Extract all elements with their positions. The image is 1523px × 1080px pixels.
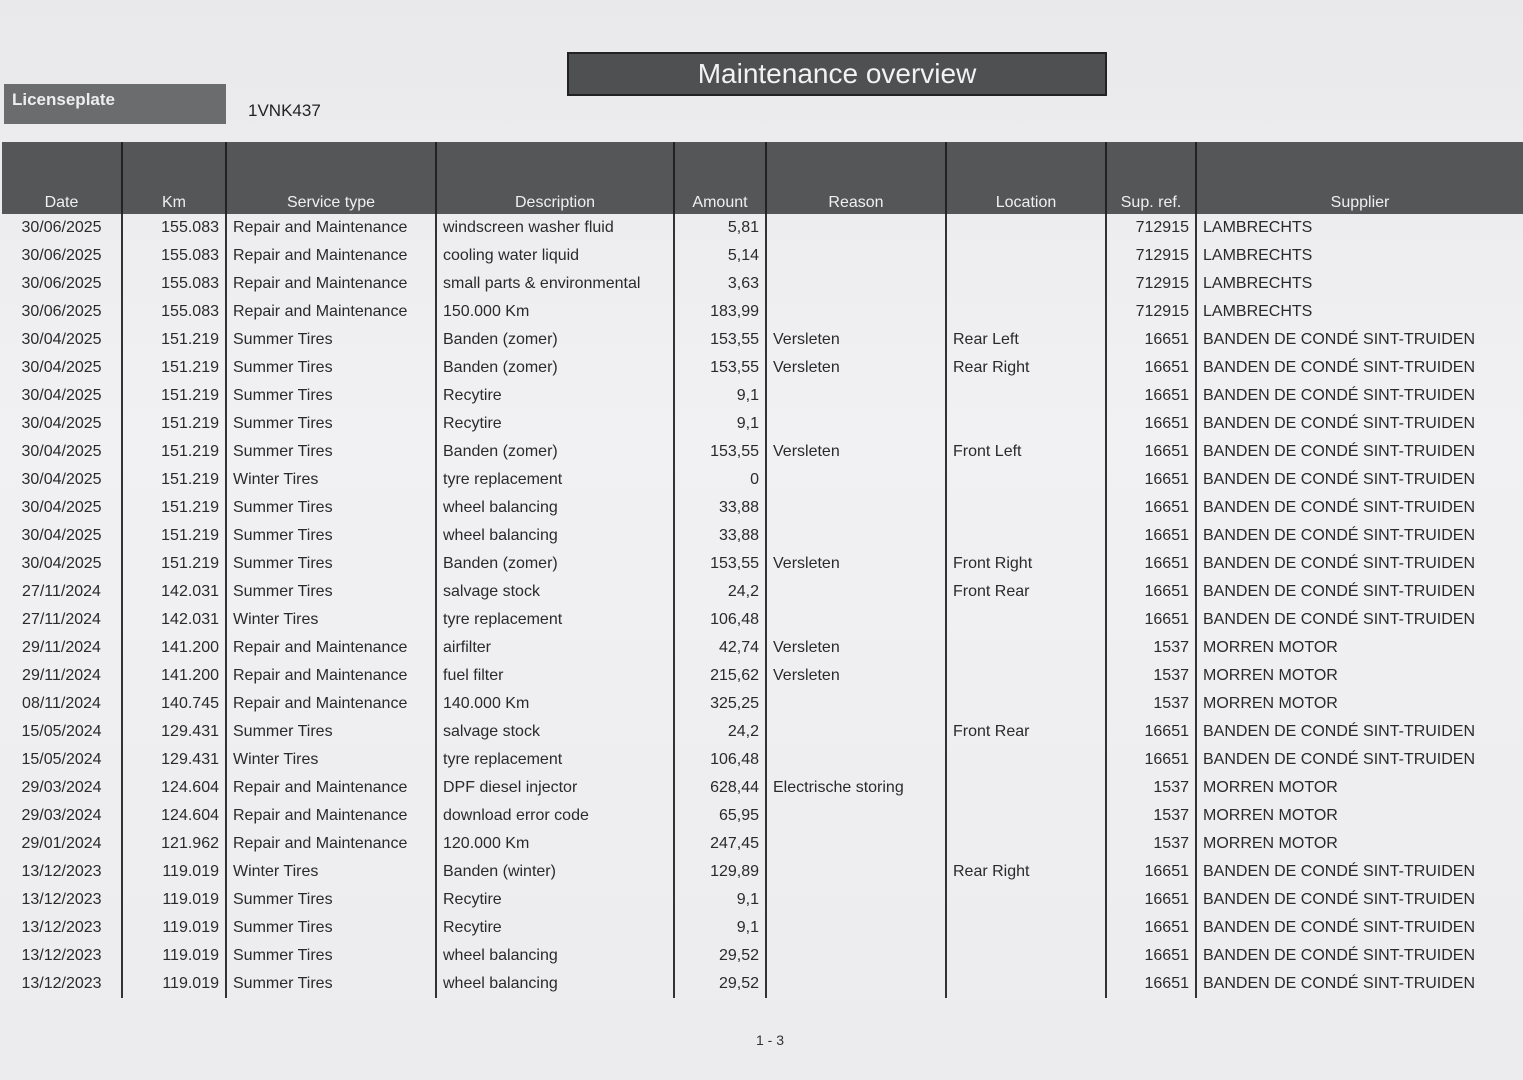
cell-sup-ref: 1537 [1106,774,1196,802]
cell-km: 151.219 [122,326,226,354]
cell-amount: 5,14 [674,242,766,270]
cell-supplier: BANDEN DE CONDÉ SINT-TRUIDEN [1196,718,1523,746]
cell-date: 30/06/2025 [21,303,102,320]
cell-amount: 106,48 [674,746,766,774]
cell-km: 151.219 [122,522,226,550]
cell-date: 29/11/2024 [22,667,101,684]
cell-date: 30/04/2025 [21,499,102,516]
table-row [2,606,1523,634]
cell-service-type: Summer Tires [226,494,436,522]
cell-location [946,494,1106,522]
cell-sup-ref: 1537 [1106,662,1196,690]
cell-km: 119.019 [122,970,226,998]
cell-supplier: MORREN MOTOR [1196,690,1523,718]
cell-sup-ref: 16651 [1106,746,1196,774]
table-row [2,466,1523,494]
cell-amount: 65,95 [674,802,766,830]
cell-sup-ref: 16651 [1106,718,1196,746]
cell-supplier: BANDEN DE CONDÉ SINT-TRUIDEN [1196,858,1523,886]
table-row [2,494,1523,522]
table-row [2,746,1523,774]
cell-service-type: Repair and Maintenance [226,298,436,326]
cell-date: 13/12/2023 [21,891,102,908]
cell-service-type: Summer Tires [226,718,436,746]
table-row [2,298,1523,326]
cell-date: 15/05/2024 [21,751,102,768]
cell-description: salvage stock [436,718,674,746]
cell-km: 129.431 [122,718,226,746]
cell-service-type: Repair and Maintenance [226,774,436,802]
cell-sup-ref: 712915 [1106,242,1196,270]
cell-supplier: MORREN MOTOR [1196,802,1523,830]
page-title: Maintenance overview [567,52,1107,96]
cell-amount: 215,62 [674,662,766,690]
cell-amount: 9,1 [674,886,766,914]
cell-supplier: BANDEN DE CONDÉ SINT-TRUIDEN [1196,522,1523,550]
column-header-date: Date [2,142,122,214]
cell-reason [766,578,946,606]
cell-supplier: BANDEN DE CONDÉ SINT-TRUIDEN [1196,382,1523,410]
cell-sup-ref: 16651 [1106,914,1196,942]
cell-location [946,466,1106,494]
cell-service-type: Summer Tires [226,942,436,970]
cell-km: 124.604 [122,774,226,802]
cell-location [946,410,1106,438]
cell-date: 30/04/2025 [21,359,102,376]
cell-service-type: Winter Tires [226,606,436,634]
cell-location [946,382,1106,410]
cell-location [946,914,1106,942]
table-row [2,270,1523,298]
cell-supplier: LAMBRECHTS [1196,298,1523,326]
cell-description: download error code [436,802,674,830]
cell-location [946,774,1106,802]
cell-amount: 247,45 [674,830,766,858]
cell-km: 151.219 [122,438,226,466]
cell-km: 129.431 [122,746,226,774]
cell-location [946,690,1106,718]
cell-sup-ref: 16651 [1106,886,1196,914]
cell-km: 119.019 [122,886,226,914]
cell-supplier: BANDEN DE CONDÉ SINT-TRUIDEN [1196,466,1523,494]
table-body [2,214,1523,998]
table-row [2,718,1523,746]
cell-sup-ref: 16651 [1106,466,1196,494]
cell-location [946,242,1106,270]
cell-amount: 9,1 [674,410,766,438]
cell-amount: 24,2 [674,718,766,746]
cell-km: 141.200 [122,634,226,662]
cell-sup-ref: 1537 [1106,690,1196,718]
cell-amount: 24,2 [674,578,766,606]
table-row [2,970,1523,998]
cell-reason [766,802,946,830]
cell-date: 30/04/2025 [21,555,102,572]
cell-service-type: Summer Tires [226,522,436,550]
cell-description: Banden (zomer) [436,354,674,382]
cell-sup-ref: 16651 [1106,326,1196,354]
cell-location [946,830,1106,858]
column-header-amount: Amount [674,142,766,214]
table-row [2,410,1523,438]
cell-km: 151.219 [122,550,226,578]
cell-date: 27/11/2024 [22,611,101,628]
cell-description: DPF diesel injector [436,774,674,802]
table-row [2,830,1523,858]
cell-reason: Electrische storing [766,774,946,802]
cell-supplier: MORREN MOTOR [1196,830,1523,858]
cell-amount: 5,81 [674,214,766,242]
cell-supplier: BANDEN DE CONDÉ SINT-TRUIDEN [1196,410,1523,438]
cell-reason [766,942,946,970]
page-number: 1 - 3 [755,1032,784,1048]
cell-sup-ref: 16651 [1106,970,1196,998]
cell-supplier: BANDEN DE CONDÉ SINT-TRUIDEN [1196,494,1523,522]
cell-location: Rear Right [946,354,1106,382]
table-row [2,438,1523,466]
table-row [2,354,1523,382]
cell-reason [766,270,946,298]
column-header-km: Km [122,142,226,214]
cell-sup-ref: 1537 [1106,634,1196,662]
cell-sup-ref: 16651 [1106,494,1196,522]
cell-km: 119.019 [122,942,226,970]
cell-location: Rear Left [946,326,1106,354]
cell-km: 155.083 [122,214,226,242]
cell-description: Banden (zomer) [436,438,674,466]
table-row [2,634,1523,662]
cell-date: 30/06/2025 [21,219,102,236]
cell-km: 142.031 [122,578,226,606]
cell-amount: 153,55 [674,438,766,466]
cell-amount: 325,25 [674,690,766,718]
cell-description: 150.000 Km [436,298,674,326]
cell-service-type: Repair and Maintenance [226,690,436,718]
licenseplate-value: 1VNK437 [248,101,321,120]
cell-location [946,298,1106,326]
cell-sup-ref: 16651 [1106,438,1196,466]
cell-date: 13/12/2023 [21,975,102,992]
cell-reason [766,970,946,998]
cell-km: 151.219 [122,466,226,494]
cell-sup-ref: 16651 [1106,606,1196,634]
table-row [2,886,1523,914]
cell-sup-ref: 1537 [1106,802,1196,830]
cell-date: 30/04/2025 [21,443,102,460]
cell-reason [766,858,946,886]
cell-description: tyre replacement [436,606,674,634]
cell-service-type: Summer Tires [226,970,436,998]
licenseplate-label: Licenseplate [4,84,226,124]
cell-km: 151.219 [122,382,226,410]
cell-reason [766,830,946,858]
cell-service-type: Winter Tires [226,858,436,886]
cell-location [946,634,1106,662]
cell-supplier: BANDEN DE CONDÉ SINT-TRUIDEN [1196,354,1523,382]
cell-reason [766,746,946,774]
cell-km: 141.200 [122,662,226,690]
cell-date: 30/06/2025 [21,275,102,292]
column-header-service-type: Service type [226,142,436,214]
cell-supplier: BANDEN DE CONDÉ SINT-TRUIDEN [1196,550,1523,578]
cell-amount: 153,55 [674,550,766,578]
cell-service-type: Summer Tires [226,914,436,942]
cell-amount: 33,88 [674,494,766,522]
cell-description: Recytire [436,886,674,914]
cell-date: 29/01/2024 [21,835,102,852]
cell-sup-ref: 16651 [1106,354,1196,382]
cell-description: salvage stock [436,578,674,606]
cell-reason [766,382,946,410]
cell-description: Banden (winter) [436,858,674,886]
column-header-supplier: Supplier [1196,142,1523,214]
cell-reason [766,298,946,326]
cell-reason: Versleten [766,326,946,354]
cell-reason: Versleten [766,550,946,578]
cell-date: 30/04/2025 [21,331,102,348]
cell-sup-ref: 16651 [1106,410,1196,438]
column-header-description: Description [436,142,674,214]
cell-date: 30/04/2025 [21,471,102,488]
table-row [2,914,1523,942]
cell-service-type: Summer Tires [226,578,436,606]
cell-location: Front Left [946,438,1106,466]
cell-date: 13/12/2023 [21,947,102,964]
cell-sup-ref: 1537 [1106,830,1196,858]
cell-sup-ref: 16651 [1106,942,1196,970]
cell-supplier: BANDEN DE CONDÉ SINT-TRUIDEN [1196,578,1523,606]
cell-service-type: Summer Tires [226,438,436,466]
cell-sup-ref: 712915 [1106,214,1196,242]
cell-km: 119.019 [122,914,226,942]
cell-date: 27/11/2024 [22,583,101,600]
cell-description: airfilter [436,634,674,662]
cell-date: 15/05/2024 [21,723,102,740]
cell-location [946,886,1106,914]
cell-amount: 29,52 [674,970,766,998]
cell-km: 140.745 [122,690,226,718]
cell-service-type: Winter Tires [226,466,436,494]
cell-supplier: BANDEN DE CONDÉ SINT-TRUIDEN [1196,942,1523,970]
cell-date: 30/04/2025 [21,415,102,432]
cell-km: 155.083 [122,298,226,326]
cell-reason [766,410,946,438]
cell-reason [766,606,946,634]
cell-description: 120.000 Km [436,830,674,858]
cell-amount: 0 [674,466,766,494]
cell-supplier: BANDEN DE CONDÉ SINT-TRUIDEN [1196,914,1523,942]
cell-supplier: MORREN MOTOR [1196,634,1523,662]
cell-km: 142.031 [122,606,226,634]
cell-description: 140.000 Km [436,690,674,718]
cell-location [946,746,1106,774]
cell-description: fuel filter [436,662,674,690]
cell-km: 155.083 [122,270,226,298]
cell-amount: 106,48 [674,606,766,634]
cell-date: 29/03/2024 [21,779,102,796]
cell-supplier: LAMBRECHTS [1196,214,1523,242]
cell-description: Recytire [436,410,674,438]
cell-date: 29/03/2024 [21,807,102,824]
cell-date: 29/11/2024 [22,639,101,656]
cell-reason [766,886,946,914]
cell-service-type: Repair and Maintenance [226,270,436,298]
cell-km: 119.019 [122,858,226,886]
cell-reason: Versleten [766,662,946,690]
cell-amount: 153,55 [674,326,766,354]
cell-supplier: BANDEN DE CONDÉ SINT-TRUIDEN [1196,886,1523,914]
cell-reason [766,214,946,242]
cell-description: Recytire [436,382,674,410]
cell-sup-ref: 16651 [1106,858,1196,886]
cell-reason: Versleten [766,634,946,662]
cell-reason [766,522,946,550]
cell-description: Banden (zomer) [436,550,674,578]
cell-date: 30/04/2025 [21,387,102,404]
cell-reason [766,914,946,942]
cell-reason [766,718,946,746]
cell-description: wheel balancing [436,494,674,522]
cell-km: 121.962 [122,830,226,858]
column-header-reason: Reason [766,142,946,214]
table-row [2,550,1523,578]
cell-location [946,662,1106,690]
cell-sup-ref: 712915 [1106,298,1196,326]
cell-location [946,970,1106,998]
cell-km: 151.219 [122,354,226,382]
cell-reason: Versleten [766,354,946,382]
table-row [2,522,1523,550]
cell-description: windscreen washer fluid [436,214,674,242]
cell-service-type: Winter Tires [226,746,436,774]
cell-amount: 9,1 [674,914,766,942]
cell-amount: 628,44 [674,774,766,802]
cell-service-type: Repair and Maintenance [226,634,436,662]
table-row [2,690,1523,718]
cell-amount: 29,52 [674,942,766,970]
cell-km: 151.219 [122,410,226,438]
cell-amount: 153,55 [674,354,766,382]
cell-description: cooling water liquid [436,242,674,270]
cell-amount: 33,88 [674,522,766,550]
cell-km: 151.219 [122,494,226,522]
cell-description: wheel balancing [436,942,674,970]
table-row [2,382,1523,410]
cell-service-type: Summer Tires [226,382,436,410]
cell-reason [766,242,946,270]
cell-date: 13/12/2023 [21,919,102,936]
cell-date: 13/12/2023 [21,863,102,880]
cell-description: wheel balancing [436,522,674,550]
cell-service-type: Repair and Maintenance [226,830,436,858]
cell-sup-ref: 16651 [1106,578,1196,606]
cell-supplier: MORREN MOTOR [1196,662,1523,690]
maintenance-table [2,142,1523,998]
cell-reason [766,466,946,494]
cell-service-type: Summer Tires [226,550,436,578]
cell-sup-ref: 16651 [1106,382,1196,410]
cell-amount: 183,99 [674,298,766,326]
cell-service-type: Repair and Maintenance [226,802,436,830]
cell-supplier: BANDEN DE CONDÉ SINT-TRUIDEN [1196,746,1523,774]
cell-description: tyre replacement [436,746,674,774]
cell-sup-ref: 16651 [1106,550,1196,578]
cell-supplier: LAMBRECHTS [1196,270,1523,298]
table-row [2,578,1523,606]
cell-sup-ref: 712915 [1106,270,1196,298]
cell-amount: 129,89 [674,858,766,886]
cell-supplier: MORREN MOTOR [1196,774,1523,802]
cell-location: Rear Right [946,858,1106,886]
cell-service-type: Summer Tires [226,354,436,382]
table-row [2,858,1523,886]
table-row [2,662,1523,690]
table-row [2,774,1523,802]
cell-supplier: BANDEN DE CONDÉ SINT-TRUIDEN [1196,326,1523,354]
cell-description: Recytire [436,914,674,942]
cell-description: Banden (zomer) [436,326,674,354]
cell-service-type: Repair and Maintenance [226,214,436,242]
table-row [2,802,1523,830]
cell-service-type: Summer Tires [226,410,436,438]
cell-reason [766,494,946,522]
cell-location [946,214,1106,242]
cell-location [946,270,1106,298]
table-row [2,242,1523,270]
cell-reason: Versleten [766,438,946,466]
cell-location [946,942,1106,970]
cell-description: wheel balancing [436,970,674,998]
table-header-row [2,142,1523,214]
table-row [2,942,1523,970]
cell-location: Front Rear [946,578,1106,606]
cell-location [946,802,1106,830]
cell-reason [766,690,946,718]
cell-location: Front Rear [946,718,1106,746]
cell-amount: 3,63 [674,270,766,298]
cell-supplier: LAMBRECHTS [1196,242,1523,270]
cell-service-type: Repair and Maintenance [226,662,436,690]
cell-location [946,606,1106,634]
cell-description: tyre replacement [436,466,674,494]
cell-date: 30/06/2025 [21,247,102,264]
cell-date: 08/11/2024 [22,695,101,712]
cell-km: 155.083 [122,242,226,270]
table-row [2,326,1523,354]
cell-service-type: Summer Tires [226,326,436,354]
table-row [2,214,1523,242]
cell-supplier: BANDEN DE CONDÉ SINT-TRUIDEN [1196,438,1523,466]
column-header-sup-ref: Sup. ref. [1106,142,1196,214]
column-header-location: Location [946,142,1106,214]
cell-date: 30/04/2025 [21,527,102,544]
cell-service-type: Repair and Maintenance [226,242,436,270]
cell-supplier: BANDEN DE CONDÉ SINT-TRUIDEN [1196,970,1523,998]
cell-location [946,522,1106,550]
cell-service-type: Summer Tires [226,886,436,914]
cell-sup-ref: 16651 [1106,522,1196,550]
cell-amount: 9,1 [674,382,766,410]
cell-description: small parts & environmental [436,270,674,298]
cell-amount: 42,74 [674,634,766,662]
cell-km: 124.604 [122,802,226,830]
cell-supplier: BANDEN DE CONDÉ SINT-TRUIDEN [1196,606,1523,634]
cell-location: Front Right [946,550,1106,578]
